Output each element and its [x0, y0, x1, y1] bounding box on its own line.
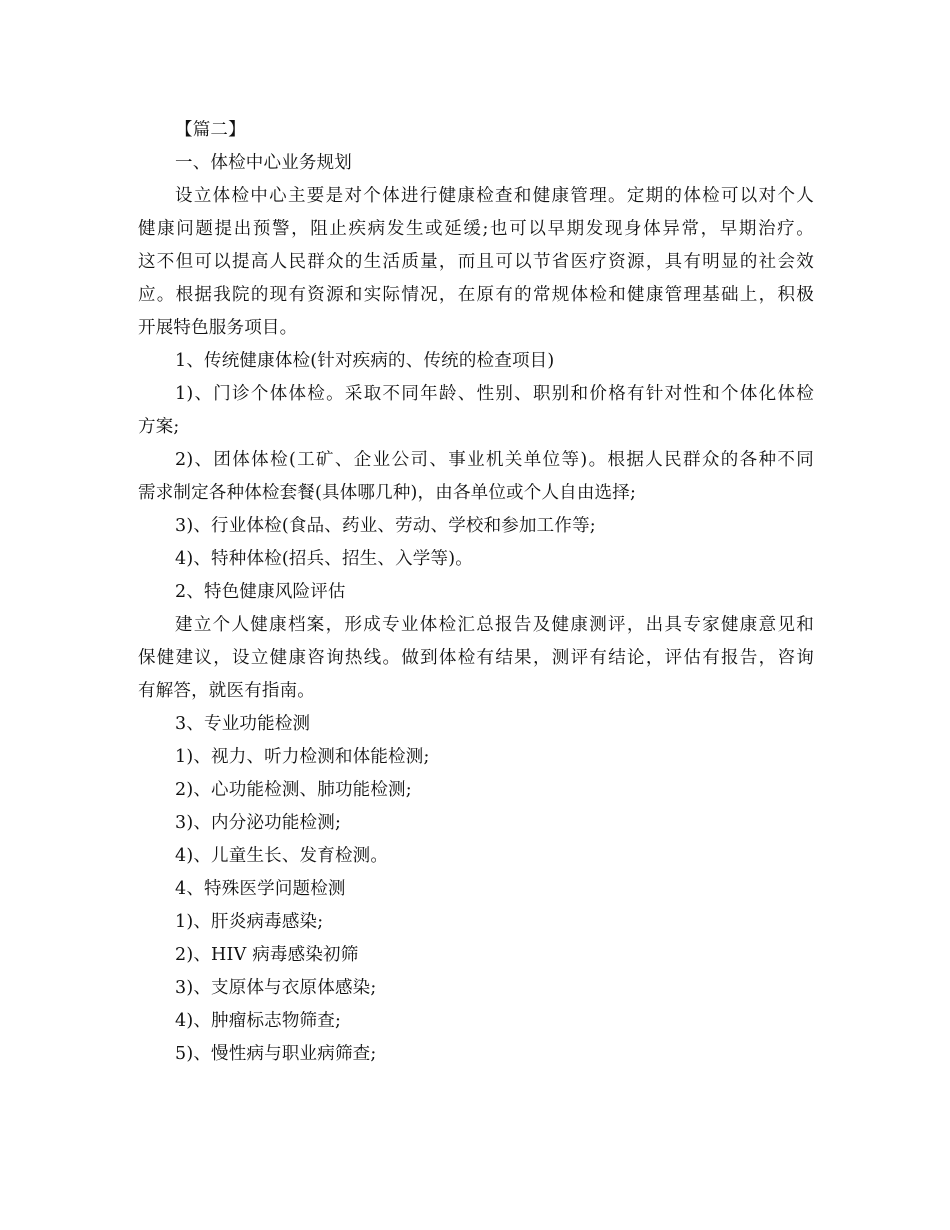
- list-item: 3)、支原体与衣原体感染;: [175, 978, 377, 998]
- item-3-title: 3、专业功能检测: [175, 714, 311, 734]
- paragraph-line: 方案;: [138, 417, 180, 437]
- heading-business-plan: 一、体检中心业务规划: [175, 153, 352, 173]
- item-1-sub-4: 4)、特种体检(招兵、招生、入学等)。: [175, 549, 473, 569]
- paragraph-line: 有解答，就医有指南。: [138, 681, 315, 701]
- intro-paragraph: [138, 180, 814, 345]
- list-item: 4)、肿瘤标志物筛查;: [175, 1011, 342, 1031]
- list-item: 5)、慢性病与职业病筛查;: [175, 1044, 377, 1064]
- paragraph-line: 应。根据我院的现有资源和实际情况，在原有的常规体检和健康管理基础上，积极: [138, 285, 814, 305]
- item-2-paragraph: [138, 609, 814, 708]
- paragraph-line: 需求制定各种体检套餐(具体哪几种)，由各单位或个人自由选择;: [138, 483, 637, 503]
- list-item: 2)、HIV 病毒感染初筛: [175, 945, 359, 965]
- paragraph-line: 2)、团体体检(工矿、企业公司、事业机关单位等)。根据人民群众的各种不同: [175, 450, 814, 470]
- section-marker: 【篇二】: [175, 120, 246, 140]
- item-4-title: 4、特殊医学问题检测: [175, 879, 346, 899]
- paragraph-line: 这不但可以提高人民群众的生活质量，而且可以节省医疗资源，具有明显的社会效: [138, 252, 814, 272]
- list-item: 2)、心功能检测、肺功能检测;: [175, 780, 412, 800]
- paragraph-line: 建立个人健康档案，形成专业体检汇总报告及健康测评，出具专家健康意见和: [175, 615, 814, 635]
- paragraph-line: 设立体检中心主要是对个体进行健康检查和健康管理。定期的体检可以对个人: [175, 186, 814, 206]
- item-2-title: 2、特色健康风险评估: [175, 582, 346, 602]
- paragraph-line: 保健建议，设立健康咨询热线。做到体检有结果，测评有结论，评估有报告，咨询: [138, 648, 814, 668]
- list-item: 4)、儿童生长、发育检测。: [175, 846, 389, 866]
- list-item: 1)、肝炎病毒感染;: [175, 912, 324, 932]
- list-item: 1)、视力、听力检测和体能检测;: [175, 747, 430, 767]
- paragraph-line: 开展特色服务项目。: [138, 318, 298, 338]
- paragraph-line: 1)、门诊个体体检。采取不同年龄、性别、职别和价格有针对性和个体化体检: [175, 384, 814, 404]
- list-item: 3)、内分泌功能检测;: [175, 813, 342, 833]
- paragraph-line: 健康问题提出预警，阻止疾病发生或延缓;也可以早期发现身体异常，早期治疗。: [138, 219, 814, 239]
- item-1-sub-1: [138, 378, 814, 444]
- document-body: [138, 114, 814, 1071]
- item-1-sub-2: [138, 444, 814, 510]
- item-1-title: 1、传统健康体检(针对疾病的、传统的检查项目): [175, 351, 555, 371]
- item-1-sub-3: 3)、行业体检(食品、药业、劳动、学校和参加工作等;: [175, 516, 596, 536]
